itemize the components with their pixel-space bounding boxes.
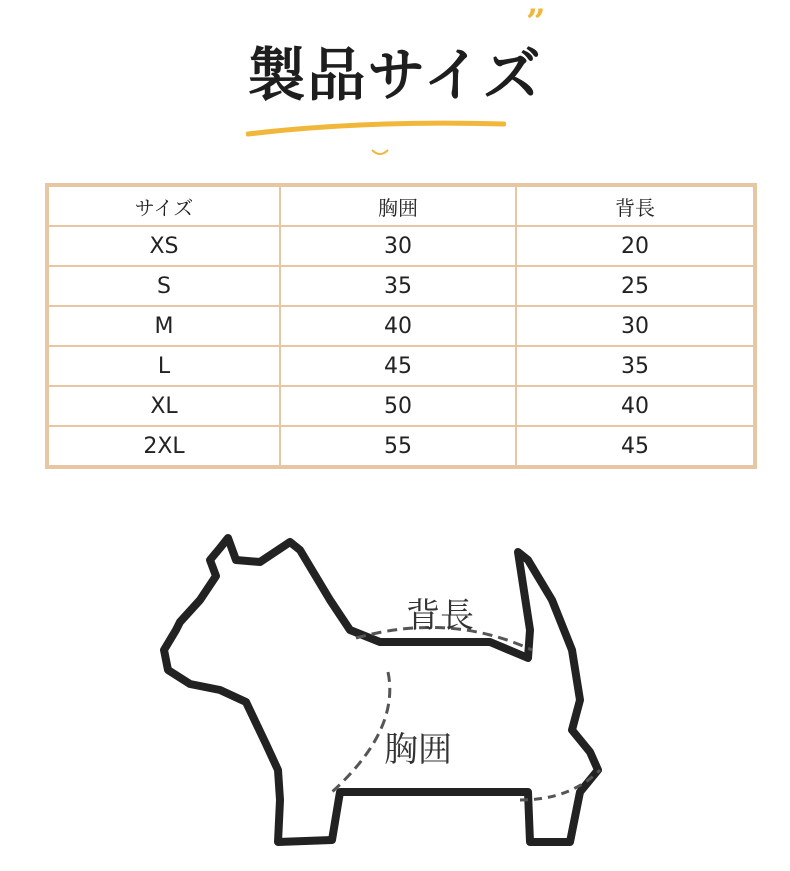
table-cell-size: XL: [48, 386, 280, 426]
size-table: [45, 183, 757, 469]
title-area: [0, 0, 790, 170]
title-underline-decoration: [246, 118, 506, 140]
header-chest: 胸囲: [280, 186, 516, 226]
table-cell-back-length: 45: [516, 426, 754, 466]
chest-label: 胸囲: [384, 730, 452, 770]
back-length-label: 背長: [406, 596, 474, 636]
dog-silhouette-outline: [164, 538, 598, 842]
table-cell-chest: 50: [280, 386, 516, 426]
table-cell-size: 2XL: [48, 426, 280, 466]
table-cell-back-length: 30: [516, 306, 754, 346]
table-row: [48, 426, 754, 466]
table-cell-chest: 40: [280, 306, 516, 346]
table-cell-back-length: 40: [516, 386, 754, 426]
table-cell-back-length: 20: [516, 226, 754, 266]
table-row: [48, 226, 754, 266]
table-cell-chest: 35: [280, 266, 516, 306]
page-title: 製品サイズ: [247, 41, 543, 109]
dog-measurement-diagram: [160, 530, 630, 860]
table-cell-size: M: [48, 306, 280, 346]
table-cell-size: XS: [48, 226, 280, 266]
small-dot-decoration: [370, 148, 390, 160]
table-cell-back-length: 35: [516, 346, 754, 386]
table-cell-chest: 30: [280, 226, 516, 266]
table-cell-size: S: [48, 266, 280, 306]
table-cell-chest: 55: [280, 426, 516, 466]
table-row: [48, 266, 754, 306]
header-back-length: 背長: [516, 186, 754, 226]
table-row: [48, 346, 754, 386]
header-size: サイズ: [48, 186, 280, 226]
table-cell-size: L: [48, 346, 280, 386]
table-header-row: [48, 186, 754, 226]
table-cell-chest: 45: [280, 346, 516, 386]
quote-decoration: ”: [526, 2, 546, 42]
table-row: [48, 306, 754, 346]
table-row: [48, 386, 754, 426]
table-cell-back-length: 25: [516, 266, 754, 306]
